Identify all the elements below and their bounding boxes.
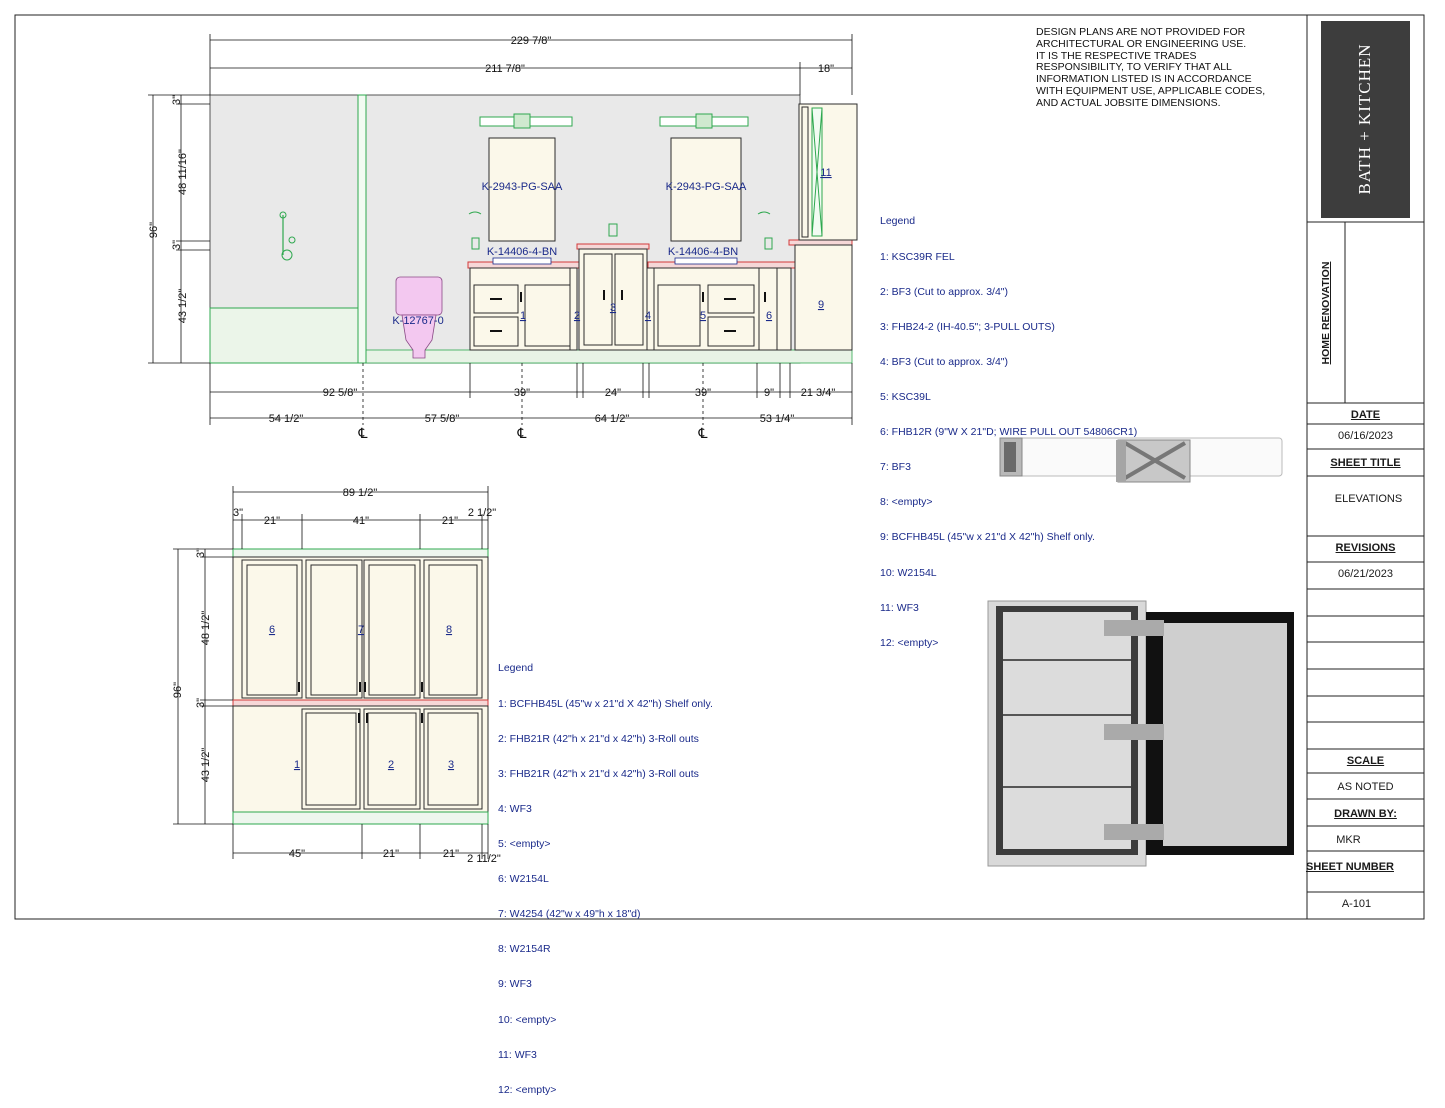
legend-bottom-line: 1: BCFHB45L (45"w x 21"d X 42"h) Shelf only. bbox=[498, 697, 713, 710]
dim-left-mid: 48 11/16" bbox=[177, 149, 189, 195]
legend-bottom-line: 11: WF3 bbox=[498, 1048, 537, 1061]
tall-cabinet bbox=[795, 104, 857, 350]
disclaimer-line: DESIGN PLANS ARE NOT PROVIDED FOR bbox=[1036, 26, 1246, 38]
revisions-label: REVISIONS bbox=[1335, 542, 1396, 554]
bottom-label-8: 8 bbox=[445, 624, 453, 636]
dim-bottom-a1: 92 5/8" bbox=[322, 387, 358, 399]
legend-bottom-line: Legend bbox=[498, 662, 534, 675]
bdim-h-base: 43 1/2" bbox=[200, 747, 212, 783]
shower-glass bbox=[358, 95, 366, 363]
cab-label-5: 5 bbox=[699, 310, 707, 322]
crown-molding bbox=[233, 549, 488, 557]
bdim-overall: 89 1/2" bbox=[342, 487, 378, 499]
bdim-t3: 41" bbox=[352, 515, 370, 527]
bottom-label-2: 2 bbox=[387, 759, 395, 771]
company-logo-text: BATH + KITCHEN bbox=[1355, 43, 1374, 195]
bdim-h-upper: 48 1/2" bbox=[200, 610, 212, 646]
dim-bottom-a6: 21 3/4" bbox=[800, 387, 836, 399]
project-name: HOME RENOVATION bbox=[1320, 261, 1332, 365]
vanity-right bbox=[644, 268, 791, 350]
tower-top bbox=[577, 244, 649, 249]
bdim-t5: 2 1/2" bbox=[467, 507, 497, 519]
mirror-left-label: K-2943-PG-SAA bbox=[481, 181, 563, 193]
bdim-b4: 2 11/2" bbox=[467, 853, 501, 865]
legend-top-line: 9: BCFHB45L (45"w x 21"d X 42"h) Shelf only. bbox=[880, 531, 1095, 544]
legend-top-line: 12: <empty> bbox=[880, 636, 939, 649]
bdim-t4: 21" bbox=[441, 515, 459, 527]
legend-bottom-line: 5: <empty> bbox=[498, 837, 551, 850]
disclaimer-line: INFORMATION LISTED IS IN ACCORDANCE bbox=[1036, 73, 1252, 86]
disclaimer-line: AND ACTUAL JOBSITE DIMENSIONS. bbox=[1036, 96, 1221, 109]
bdim-h-total: 96" bbox=[172, 681, 184, 699]
cab-label-9: 9 bbox=[817, 299, 825, 311]
cab-label-3: 3 bbox=[609, 302, 617, 314]
dim-left-base: 43 1/2" bbox=[177, 288, 189, 324]
legend-top-line: Legend bbox=[880, 215, 916, 228]
bdim-t1: 3" bbox=[232, 507, 244, 519]
bdim-t2: 21" bbox=[263, 515, 281, 527]
bdim-b1: 45" bbox=[288, 848, 306, 860]
dim-bottom-b4: 53 1/4" bbox=[759, 413, 795, 425]
dim-bottom-a5: 9" bbox=[763, 387, 775, 399]
sheet-number-label: SHEET NUMBER bbox=[1305, 861, 1394, 873]
centerline-1: ℄ bbox=[358, 426, 368, 442]
cab-label-6: 6 bbox=[765, 310, 773, 322]
dim-overall: 229 7/8" bbox=[510, 35, 552, 47]
dim-left-3: 3" bbox=[171, 239, 183, 251]
bdim-b3: 21" bbox=[442, 848, 460, 860]
centerline-2: ℄ bbox=[517, 426, 527, 442]
sheet-title-label: SHEET TITLE bbox=[1330, 457, 1401, 469]
dim-width-main: 211 7/8" bbox=[485, 63, 525, 75]
sink-right bbox=[675, 258, 737, 264]
bottom-label-7: 7 bbox=[357, 624, 365, 636]
legend-bottom-line: 8: W2154R bbox=[498, 943, 551, 956]
legend-top-line: 1: KSC39R FEL bbox=[880, 250, 955, 263]
legend-top-line: 11: WF3 bbox=[880, 601, 919, 614]
bottom-elevation bbox=[172, 486, 501, 865]
disclaimer-line: IT IS THE RESPECTIVE TRADES bbox=[1036, 49, 1197, 62]
legend-bottom-line: 3: FHB21R (42"h x 21"d x 42"h) 3-Roll outs bbox=[498, 767, 699, 780]
counter-bottom bbox=[233, 700, 488, 706]
dim-bottom-b3: 64 1/2" bbox=[594, 413, 630, 425]
date-label: DATE bbox=[1350, 409, 1381, 421]
bdim-h-3: 3" bbox=[195, 697, 207, 709]
dim-bottom-a2: 39" bbox=[513, 387, 531, 399]
legend-top-line: 10: W2154L bbox=[880, 566, 937, 579]
legend-bottom-line: 2: FHB21R (42"h x 21"d x 42"h) 3-Roll outs bbox=[498, 732, 699, 745]
sheet-number-value: A-101 bbox=[1341, 898, 1372, 910]
legend-bottom-line: 7: W4254 (42"w x 49"h x 18"d) bbox=[498, 908, 641, 921]
legend-bottom-line: 12: <empty> bbox=[498, 1083, 557, 1096]
dim-bottom-b1: 54 1/2" bbox=[268, 413, 304, 425]
legend-top-line: 5: KSC39L bbox=[880, 390, 931, 403]
bottom-label-6: 6 bbox=[268, 624, 276, 636]
sink-right-label: K-14406-4-BN bbox=[667, 246, 739, 258]
bottom-label-3: 3 bbox=[447, 759, 455, 771]
disclaimer-line: ARCHITECTURAL OR ENGINEERING USE. bbox=[1036, 37, 1247, 50]
drawn-by-value: MKR bbox=[1336, 834, 1361, 846]
disclaimer-line: RESPONSIBILITY, TO VERIFY THAT ALL bbox=[1036, 61, 1232, 74]
bdim-h-top: 3" bbox=[195, 547, 207, 559]
date-value: 06/16/2023 bbox=[1337, 430, 1394, 442]
tall-cabinet-top bbox=[789, 240, 852, 245]
legend-top bbox=[880, 193, 1137, 661]
legend-top-line: 6: FHB12R (9"W X 21"D; WIRE PULL OUT 54806CR1) bbox=[880, 426, 1138, 439]
dim-bottom-a3: 24" bbox=[604, 387, 622, 399]
legend-bottom-line: 9: WF3 bbox=[498, 978, 532, 991]
legend-bottom-line: 6: W2154L bbox=[498, 873, 549, 886]
cab-label-2: 2 bbox=[573, 310, 581, 322]
bottom-label-1: 1 bbox=[293, 759, 301, 771]
legend-bottom-line: 4: WF3 bbox=[498, 802, 532, 815]
toe-kick-bottom bbox=[233, 812, 488, 824]
company-logo bbox=[1321, 21, 1410, 218]
bdim-b2: 21" bbox=[382, 848, 400, 860]
dim-bottom-b2: 57 5/8" bbox=[424, 413, 460, 425]
legend-top-line: 3: FHB24-2 (IH-40.5"; 3-PULL OUTS) bbox=[880, 320, 1055, 333]
toilet-label: K-12767-0 bbox=[392, 315, 444, 327]
legend-bottom-line: 10: <empty> bbox=[498, 1013, 557, 1026]
legend-bottom bbox=[498, 640, 713, 1108]
revision-1: 06/21/2023 bbox=[1337, 568, 1394, 580]
cab-label-4: 4 bbox=[644, 310, 652, 322]
scale-label: SCALE bbox=[1346, 755, 1385, 767]
scale-value: AS NOTED bbox=[1337, 781, 1394, 793]
top-elevation bbox=[148, 34, 857, 442]
disclaimer-line: WITH EQUIPMENT USE, APPLICABLE CODES, bbox=[1036, 84, 1266, 97]
cab-label-1: 1 bbox=[519, 310, 527, 322]
legend-top-line: 2: BF3 (Cut to approx. 3/4") bbox=[880, 285, 1009, 298]
legend-top-line: 4: BF3 (Cut to approx. 3/4") bbox=[880, 355, 1009, 368]
legend-top-line: 8: <empty> bbox=[880, 496, 933, 509]
sink-left bbox=[493, 258, 551, 264]
sink-left-label: K-14406-4-BN bbox=[486, 246, 558, 258]
legend-top-line: 7: BF3 bbox=[880, 461, 911, 474]
dim-left-96: 96" bbox=[148, 221, 160, 239]
dim-width-right: 18" bbox=[817, 63, 835, 75]
dim-left-top: 3" bbox=[171, 94, 183, 106]
tower-cabinet bbox=[579, 249, 647, 350]
shower-base bbox=[210, 308, 358, 363]
sheet-title-value: ELEVATIONS bbox=[1334, 493, 1403, 505]
dim-bottom-a4: 39" bbox=[694, 387, 712, 399]
mirror-right-label: K-2943-PG-SAA bbox=[665, 181, 747, 193]
centerline-3: ℄ bbox=[698, 426, 708, 442]
cab-label-11: 11 bbox=[820, 167, 832, 179]
vanity-left bbox=[470, 268, 577, 350]
disclaimer-note bbox=[1036, 27, 1306, 110]
drawn-by-label: DRAWN BY: bbox=[1334, 808, 1397, 820]
